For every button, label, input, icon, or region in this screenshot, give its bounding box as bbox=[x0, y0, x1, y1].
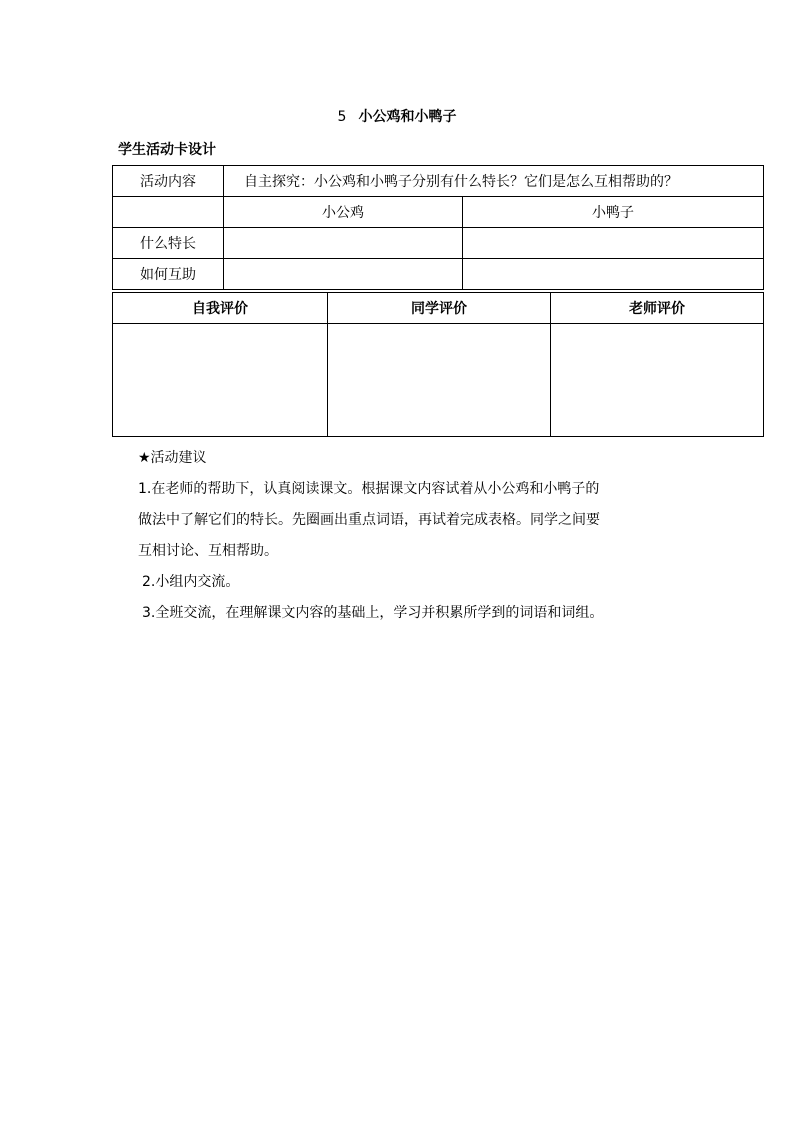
table-row bbox=[113, 197, 764, 228]
table-row bbox=[113, 166, 764, 197]
evaluation-table bbox=[112, 292, 764, 437]
activity-suggestions bbox=[138, 443, 698, 629]
column-header-chicken: 小公鸡 bbox=[224, 197, 463, 228]
table-row bbox=[113, 259, 764, 290]
row-label-help: 如何互助 bbox=[113, 259, 224, 290]
suggestion-item-1-line-3: 互相讨论、互相帮助。 bbox=[138, 543, 278, 559]
answer-cell-chicken-help[interactable] bbox=[224, 259, 463, 290]
activity-content-label: 活动内容 bbox=[113, 166, 224, 197]
teacher-evaluation-cell[interactable] bbox=[551, 324, 764, 437]
section-subtitle: 学生活动卡设计 bbox=[118, 142, 216, 158]
empty-corner-cell bbox=[113, 197, 224, 228]
table-row bbox=[113, 293, 764, 324]
table-row bbox=[113, 228, 764, 259]
peer-evaluation-cell[interactable] bbox=[328, 324, 551, 437]
column-header-duck: 小鸭子 bbox=[463, 197, 764, 228]
row-label-strength: 什么特长 bbox=[113, 228, 224, 259]
suggestion-item-3: 3.全班交流，在理解课文内容的基础上，学习并积累所学到的词语和词组。 bbox=[142, 605, 604, 621]
suggestions-heading: ★活动建议 bbox=[138, 450, 207, 466]
table-row bbox=[113, 324, 764, 437]
header-teacher-evaluation: 老师评价 bbox=[551, 293, 764, 324]
activity-content-text: 自主探究：小公鸡和小鸭子分别有什么特长？它们是怎么互相帮助的？ bbox=[224, 166, 764, 197]
answer-cell-duck-strength[interactable] bbox=[463, 228, 764, 259]
activity-table bbox=[112, 165, 764, 290]
header-self-evaluation: 自我评价 bbox=[113, 293, 328, 324]
suggestion-item-2: 2.小组内交流。 bbox=[142, 574, 240, 590]
answer-cell-duck-help[interactable] bbox=[463, 259, 764, 290]
lesson-number: 5 bbox=[337, 109, 347, 125]
self-evaluation-cell[interactable] bbox=[113, 324, 328, 437]
header-peer-evaluation: 同学评价 bbox=[328, 293, 551, 324]
answer-cell-chicken-strength[interactable] bbox=[224, 228, 463, 259]
page-title bbox=[0, 106, 794, 126]
lesson-title: 小公鸡和小鸭子 bbox=[358, 109, 457, 125]
suggestion-item-1-line-2: 做法中了解它们的特长。先圈画出重点词语，再试着完成表格。同学之间要 bbox=[138, 512, 600, 528]
suggestion-item-1-line-1: 1.在老师的帮助下，认真阅读课文。根据课文内容试着从小公鸡和小鸭子的 bbox=[138, 481, 600, 497]
